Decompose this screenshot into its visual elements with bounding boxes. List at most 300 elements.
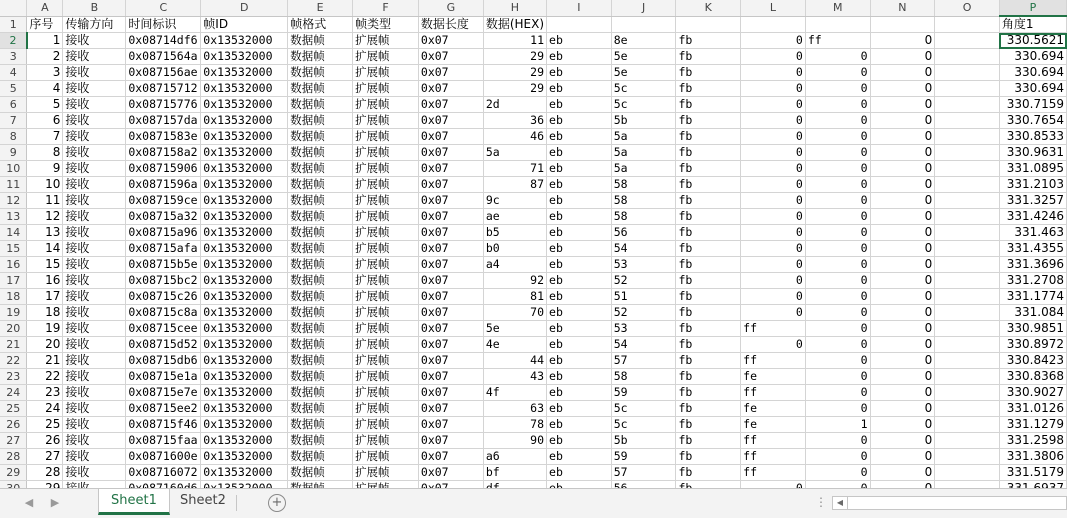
cell-i[interactable]: eb (547, 33, 612, 49)
cell-l[interactable]: 0 (741, 97, 806, 113)
cell-m[interactable]: 0 (805, 337, 870, 353)
cell-e[interactable]: 数据帧 (288, 433, 353, 449)
cell-f[interactable]: 扩展帧 (353, 241, 419, 257)
cell-i[interactable]: eb (547, 289, 612, 305)
cell-h[interactable]: 9c (483, 193, 546, 209)
cell-p[interactable]: 330.7654 (999, 113, 1066, 129)
cell-g[interactable]: 0x07 (418, 321, 483, 337)
cell-f[interactable]: 扩展帧 (353, 465, 419, 481)
cell-i[interactable]: eb (547, 337, 612, 353)
row-header[interactable]: 5 (0, 81, 27, 97)
cell-b[interactable]: 接收 (63, 353, 126, 369)
cell-n[interactable]: 0 (870, 273, 935, 289)
cell-h[interactable]: 4f (483, 385, 546, 401)
cell-m[interactable]: 0 (805, 305, 870, 321)
add-sheet-icon[interactable]: + (268, 494, 286, 512)
cell-j[interactable]: 5a (611, 161, 676, 177)
cell-m[interactable]: 0 (805, 353, 870, 369)
cell-k[interactable]: fb (676, 417, 741, 433)
cell-o[interactable] (935, 257, 1000, 273)
cell-p[interactable]: 330.8423 (999, 353, 1066, 369)
row-header[interactable]: 27 (0, 433, 27, 449)
cell-h[interactable]: 44 (483, 353, 546, 369)
cell-n[interactable]: 0 (870, 321, 935, 337)
cell-h[interactable]: 29 (483, 81, 546, 97)
cell-e[interactable]: 数据帧 (288, 337, 353, 353)
cell-b[interactable]: 接收 (63, 433, 126, 449)
cell-b[interactable]: 接收 (63, 65, 126, 81)
cell-c[interactable]: 0x08715f46 (126, 417, 201, 433)
cell-a[interactable]: 11 (27, 193, 63, 209)
cell-n[interactable]: 0 (870, 193, 935, 209)
cell-i[interactable]: eb (547, 385, 612, 401)
cell-k[interactable]: fb (676, 177, 741, 193)
cell-a[interactable]: 6 (27, 113, 63, 129)
cell-g[interactable]: 0x07 (418, 449, 483, 465)
cell-n[interactable]: 0 (870, 401, 935, 417)
cell-b[interactable]: 接收 (63, 385, 126, 401)
cell-h[interactable]: 92 (483, 273, 546, 289)
cell-j[interactable]: 52 (611, 273, 676, 289)
cell-d[interactable]: 0x13532000 (201, 273, 288, 289)
select-all-corner[interactable] (0, 0, 27, 16)
cell-e[interactable]: 数据帧 (288, 193, 353, 209)
row-header[interactable]: 16 (0, 257, 27, 273)
cell-j[interactable]: 58 (611, 369, 676, 385)
cell-b[interactable]: 接收 (63, 417, 126, 433)
cell-b[interactable]: 接收 (63, 305, 126, 321)
cell-p[interactable]: 330.7159 (999, 97, 1066, 113)
cell-e[interactable]: 数据帧 (288, 33, 353, 49)
cell-e[interactable]: 数据帧 (288, 145, 353, 161)
cell-n[interactable]: 0 (870, 209, 935, 225)
cell-h[interactable]: a6 (483, 449, 546, 465)
cell-g[interactable]: 0x07 (418, 145, 483, 161)
cell-d[interactable]: 0x13532000 (201, 401, 288, 417)
cell-f[interactable]: 扩展帧 (353, 177, 419, 193)
cell-k[interactable]: fb (676, 401, 741, 417)
cell-d[interactable]: 0x13532000 (201, 177, 288, 193)
cell-p[interactable]: 330.8533 (999, 129, 1066, 145)
cell-f[interactable]: 扩展帧 (353, 369, 419, 385)
row-header[interactable]: 9 (0, 145, 27, 161)
cell-c[interactable]: 0x0871600e (126, 449, 201, 465)
row-header[interactable]: 22 (0, 353, 27, 369)
cell-a[interactable]: 12 (27, 209, 63, 225)
cell-d[interactable]: 0x13532000 (201, 225, 288, 241)
cell-j[interactable]: 58 (611, 193, 676, 209)
cell-o[interactable] (935, 289, 1000, 305)
cell-e[interactable]: 数据帧 (288, 465, 353, 481)
cell-d[interactable]: 0x13532000 (201, 241, 288, 257)
row-header[interactable]: 11 (0, 177, 27, 193)
cell-a[interactable]: 序号 (27, 16, 63, 33)
cell-n[interactable]: 0 (870, 433, 935, 449)
cell-h[interactable]: b0 (483, 241, 546, 257)
cell-o[interactable] (935, 16, 1000, 33)
cell-h[interactable]: 11 (483, 33, 546, 49)
row-header[interactable]: 17 (0, 273, 27, 289)
cell-j[interactable]: 5c (611, 401, 676, 417)
cell-f[interactable]: 扩展帧 (353, 65, 419, 81)
cell-b[interactable]: 接收 (63, 113, 126, 129)
cell-e[interactable]: 数据帧 (288, 49, 353, 65)
cell-c[interactable]: 时间标识 (126, 16, 201, 33)
cell-m[interactable]: 0 (805, 321, 870, 337)
cell-k[interactable]: fb (676, 321, 741, 337)
cell-k[interactable]: fb (676, 273, 741, 289)
active-cell-p2[interactable]: 330.5621 (999, 33, 1066, 49)
cell-l[interactable]: 0 (741, 289, 806, 305)
cell-e[interactable]: 数据帧 (288, 113, 353, 129)
cell-m[interactable]: 0 (805, 145, 870, 161)
cell-n[interactable]: 0 (870, 49, 935, 65)
cell-k[interactable]: fb (676, 337, 741, 353)
cell-c[interactable]: 0x08715a96 (126, 225, 201, 241)
cell-n[interactable]: 0 (870, 65, 935, 81)
cell-d[interactable]: 0x13532000 (201, 81, 288, 97)
cell-o[interactable] (935, 305, 1000, 321)
cell-e[interactable]: 数据帧 (288, 97, 353, 113)
cell-b[interactable]: 接收 (63, 129, 126, 145)
cell-l[interactable]: fe (741, 401, 806, 417)
cell-f[interactable]: 扩展帧 (353, 305, 419, 321)
cell-p[interactable]: 331.2598 (999, 433, 1066, 449)
cell-d[interactable]: 0x13532000 (201, 161, 288, 177)
cell-i[interactable]: eb (547, 225, 612, 241)
cell-m[interactable]: 0 (805, 449, 870, 465)
column-header-m[interactable]: M (805, 0, 870, 16)
cell-d[interactable]: 0x13532000 (201, 97, 288, 113)
cell-k[interactable]: fb (676, 449, 741, 465)
cell-i[interactable]: eb (547, 113, 612, 129)
cell-l[interactable]: ff (741, 385, 806, 401)
cell-g[interactable]: 0x07 (418, 417, 483, 433)
row-header[interactable]: 7 (0, 113, 27, 129)
cell-p[interactable]: 331.463 (999, 225, 1066, 241)
cell-o[interactable] (935, 465, 1000, 481)
row-header[interactable]: 14 (0, 225, 27, 241)
cell-e[interactable]: 数据帧 (288, 449, 353, 465)
cell-n[interactable]: 0 (870, 241, 935, 257)
cell-n[interactable]: 0 (870, 161, 935, 177)
cell-n[interactable]: 0 (870, 353, 935, 369)
cell-o[interactable] (935, 241, 1000, 257)
cell-e[interactable]: 数据帧 (288, 161, 353, 177)
cell-m[interactable]: 0 (805, 193, 870, 209)
cell-f[interactable]: 帧类型 (353, 16, 419, 33)
row-header[interactable]: 15 (0, 241, 27, 257)
cell-o[interactable] (935, 353, 1000, 369)
cell-i[interactable]: eb (547, 241, 612, 257)
cell-j[interactable]: 58 (611, 177, 676, 193)
cell-g[interactable]: 0x07 (418, 241, 483, 257)
cell-k[interactable]: fb (676, 289, 741, 305)
cell-j[interactable]: 5c (611, 81, 676, 97)
cell-g[interactable]: 0x07 (418, 385, 483, 401)
column-header-a[interactable]: A (27, 0, 63, 16)
cell-p[interactable]: 331.1774 (999, 289, 1066, 305)
cell-a[interactable]: 21 (27, 353, 63, 369)
cell-m[interactable]: 0 (805, 97, 870, 113)
cell-g[interactable]: 0x07 (418, 305, 483, 321)
cell-g[interactable]: 0x07 (418, 161, 483, 177)
cell-b[interactable]: 接收 (63, 209, 126, 225)
cell-k[interactable]: fb (676, 225, 741, 241)
cell-n[interactable]: 0 (870, 417, 935, 433)
column-header-l[interactable]: L (741, 0, 806, 16)
cell-c[interactable]: 0x08715bc2 (126, 273, 201, 289)
row-header[interactable]: 1 (0, 16, 27, 33)
cell-f[interactable]: 扩展帧 (353, 385, 419, 401)
cell-b[interactable]: 接收 (63, 337, 126, 353)
cell-b[interactable]: 接收 (63, 161, 126, 177)
cell-m[interactable]: 0 (805, 465, 870, 481)
cell-o[interactable] (935, 225, 1000, 241)
cell-i[interactable]: eb (547, 145, 612, 161)
cell-c[interactable]: 0x08714df6 (126, 33, 201, 49)
cell-b[interactable]: 接收 (63, 145, 126, 161)
column-header-g[interactable]: G (418, 0, 483, 16)
cell-l[interactable]: 0 (741, 177, 806, 193)
tab-sheet2[interactable]: Sheet2 (180, 493, 226, 508)
column-header-p[interactable]: P (999, 0, 1066, 16)
cell-a[interactable]: 23 (27, 385, 63, 401)
cell-l[interactable]: 0 (741, 273, 806, 289)
cell-e[interactable]: 数据帧 (288, 289, 353, 305)
cell-c[interactable]: 0x0871583e (126, 129, 201, 145)
cell-e[interactable]: 数据帧 (288, 129, 353, 145)
cell-o[interactable] (935, 273, 1000, 289)
cell-a[interactable]: 4 (27, 81, 63, 97)
cell-c[interactable]: 0x08716072 (126, 465, 201, 481)
row-header[interactable]: 24 (0, 385, 27, 401)
cell-l[interactable]: 0 (741, 49, 806, 65)
cell-i[interactable]: eb (547, 433, 612, 449)
cell-d[interactable]: 0x13532000 (201, 465, 288, 481)
cell-k[interactable]: fb (676, 113, 741, 129)
cell-d[interactable]: 0x13532000 (201, 33, 288, 49)
cell-a[interactable]: 18 (27, 305, 63, 321)
cell-o[interactable] (935, 81, 1000, 97)
cell-b[interactable]: 传输方向 (63, 16, 126, 33)
cell-o[interactable] (935, 193, 1000, 209)
cell-n[interactable]: 0 (870, 97, 935, 113)
cell-n[interactable]: 0 (870, 145, 935, 161)
row-header[interactable]: 29 (0, 465, 27, 481)
cell-n[interactable]: 0 (870, 369, 935, 385)
cell-f[interactable]: 扩展帧 (353, 289, 419, 305)
cell-b[interactable]: 接收 (63, 193, 126, 209)
cell-m[interactable]: 0 (805, 257, 870, 273)
cell-c[interactable]: 0x08715b5e (126, 257, 201, 273)
cell-i[interactable]: eb (547, 49, 612, 65)
tab-sheet1[interactable]: Sheet1 (98, 489, 170, 515)
cell-i[interactable]: eb (547, 161, 612, 177)
cell-i[interactable]: eb (547, 417, 612, 433)
cell-j[interactable]: 59 (611, 449, 676, 465)
cell-i[interactable]: eb (547, 449, 612, 465)
cell-l[interactable]: ff (741, 465, 806, 481)
cell-j[interactable] (611, 16, 676, 33)
column-header-d[interactable]: D (201, 0, 288, 16)
cell-p[interactable]: 330.8368 (999, 369, 1066, 385)
cell-m[interactable]: 0 (805, 129, 870, 145)
cell-f[interactable]: 扩展帧 (353, 161, 419, 177)
cell-l[interactable]: ff (741, 449, 806, 465)
cell-h[interactable]: 29 (483, 49, 546, 65)
cell-i[interactable]: eb (547, 273, 612, 289)
cell-d[interactable]: 帧ID (201, 16, 288, 33)
cell-p[interactable]: 331.3696 (999, 257, 1066, 273)
cell-c[interactable]: 0x08715afa (126, 241, 201, 257)
column-header-b[interactable]: B (63, 0, 126, 16)
row-header[interactable]: 21 (0, 337, 27, 353)
cell-k[interactable]: fb (676, 145, 741, 161)
cell-a[interactable]: 14 (27, 241, 63, 257)
cell-e[interactable]: 数据帧 (288, 81, 353, 97)
cell-c[interactable]: 0x08715c8a (126, 305, 201, 321)
cell-a[interactable]: 13 (27, 225, 63, 241)
cell-f[interactable]: 扩展帧 (353, 321, 419, 337)
cell-a[interactable]: 1 (27, 33, 63, 49)
cell-f[interactable]: 扩展帧 (353, 49, 419, 65)
cell-l[interactable]: 0 (741, 257, 806, 273)
cell-d[interactable]: 0x13532000 (201, 321, 288, 337)
cell-i[interactable]: eb (547, 465, 612, 481)
cell-f[interactable]: 扩展帧 (353, 337, 419, 353)
cell-c[interactable]: 0x08715a32 (126, 209, 201, 225)
cell-c[interactable]: 0x08715cee (126, 321, 201, 337)
cell-a[interactable]: 16 (27, 273, 63, 289)
cell-l[interactable]: 0 (741, 113, 806, 129)
cell-b[interactable]: 接收 (63, 49, 126, 65)
cell-g[interactable]: 0x07 (418, 129, 483, 145)
cell-o[interactable] (935, 417, 1000, 433)
cell-o[interactable] (935, 369, 1000, 385)
cell-g[interactable]: 0x07 (418, 49, 483, 65)
cell-a[interactable]: 24 (27, 401, 63, 417)
cell-n[interactable]: 0 (870, 177, 935, 193)
cell-o[interactable] (935, 49, 1000, 65)
cell-c[interactable]: 0x08715d52 (126, 337, 201, 353)
cell-l[interactable]: ff (741, 353, 806, 369)
cell-p[interactable]: 角度1 (999, 16, 1066, 33)
cell-d[interactable]: 0x13532000 (201, 209, 288, 225)
cell-i[interactable]: eb (547, 65, 612, 81)
cell-g[interactable]: 0x07 (418, 369, 483, 385)
cell-g[interactable]: 0x07 (418, 353, 483, 369)
cell-e[interactable]: 数据帧 (288, 353, 353, 369)
cell-f[interactable]: 扩展帧 (353, 257, 419, 273)
cell-b[interactable]: 接收 (63, 449, 126, 465)
cell-b[interactable]: 接收 (63, 289, 126, 305)
row-header[interactable]: 25 (0, 401, 27, 417)
cell-a[interactable]: 7 (27, 129, 63, 145)
cell-m[interactable]: 0 (805, 241, 870, 257)
cell-p[interactable]: 331.2708 (999, 273, 1066, 289)
cell-p[interactable]: 331.4355 (999, 241, 1066, 257)
cell-p[interactable]: 331.4246 (999, 209, 1066, 225)
cell-c[interactable]: 0x08715ee2 (126, 401, 201, 417)
cell-a[interactable]: 10 (27, 177, 63, 193)
cell-j[interactable]: 59 (611, 385, 676, 401)
cell-o[interactable] (935, 401, 1000, 417)
cell-a[interactable]: 15 (27, 257, 63, 273)
cell-j[interactable]: 5a (611, 129, 676, 145)
cell-k[interactable]: fb (676, 33, 741, 49)
next-sheet-icon[interactable]: ▶ (50, 496, 60, 509)
cell-p[interactable]: 330.694 (999, 49, 1066, 65)
cell-f[interactable]: 扩展帧 (353, 273, 419, 289)
cell-d[interactable]: 0x13532000 (201, 65, 288, 81)
cell-o[interactable] (935, 449, 1000, 465)
cell-h[interactable]: 81 (483, 289, 546, 305)
cell-k[interactable]: fb (676, 257, 741, 273)
cell-m[interactable]: ff (805, 33, 870, 49)
cell-g[interactable]: 0x07 (418, 81, 483, 97)
cell-a[interactable]: 8 (27, 145, 63, 161)
cell-p[interactable]: 330.694 (999, 81, 1066, 97)
cell-d[interactable]: 0x13532000 (201, 193, 288, 209)
row-header[interactable]: 2 (0, 33, 27, 49)
cell-i[interactable]: eb (547, 81, 612, 97)
cell-d[interactable]: 0x13532000 (201, 257, 288, 273)
cell-h[interactable]: b5 (483, 225, 546, 241)
options-dots-icon[interactable]: ⋮ (815, 495, 827, 509)
cell-p[interactable]: 331.0895 (999, 161, 1066, 177)
cell-j[interactable]: 5c (611, 97, 676, 113)
cell-d[interactable]: 0x13532000 (201, 305, 288, 321)
cell-i[interactable]: eb (547, 97, 612, 113)
cell-j[interactable]: 54 (611, 337, 676, 353)
cell-i[interactable]: eb (547, 305, 612, 321)
cell-c[interactable]: 0x087159ce (126, 193, 201, 209)
cell-o[interactable] (935, 129, 1000, 145)
cell-h[interactable]: 5e (483, 321, 546, 337)
cell-p[interactable]: 330.8972 (999, 337, 1066, 353)
cell-e[interactable]: 数据帧 (288, 305, 353, 321)
row-header[interactable]: 26 (0, 417, 27, 433)
cell-l[interactable]: ff (741, 321, 806, 337)
cell-n[interactable]: 0 (870, 449, 935, 465)
cell-o[interactable] (935, 385, 1000, 401)
cell-k[interactable]: fb (676, 241, 741, 257)
row-header[interactable]: 28 (0, 449, 27, 465)
cell-c[interactable]: 0x08715c26 (126, 289, 201, 305)
cell-e[interactable]: 数据帧 (288, 65, 353, 81)
cell-e[interactable]: 帧格式 (288, 16, 353, 33)
cell-l[interactable]: 0 (741, 33, 806, 49)
cell-h[interactable]: 数据(HEX) (483, 16, 546, 33)
row-header[interactable]: 6 (0, 97, 27, 113)
cell-k[interactable]: fb (676, 305, 741, 321)
cell-k[interactable]: fb (676, 161, 741, 177)
cell-i[interactable]: eb (547, 257, 612, 273)
cell-i[interactable]: eb (547, 321, 612, 337)
row-header[interactable]: 8 (0, 129, 27, 145)
cell-k[interactable]: fb (676, 129, 741, 145)
cell-m[interactable]: 0 (805, 401, 870, 417)
row-header[interactable]: 3 (0, 49, 27, 65)
cell-e[interactable]: 数据帧 (288, 369, 353, 385)
cell-m[interactable]: 1 (805, 417, 870, 433)
cell-g[interactable]: 0x07 (418, 273, 483, 289)
cell-i[interactable]: eb (547, 193, 612, 209)
cell-h[interactable]: 4e (483, 337, 546, 353)
cell-a[interactable]: 2 (27, 49, 63, 65)
cell-e[interactable]: 数据帧 (288, 321, 353, 337)
